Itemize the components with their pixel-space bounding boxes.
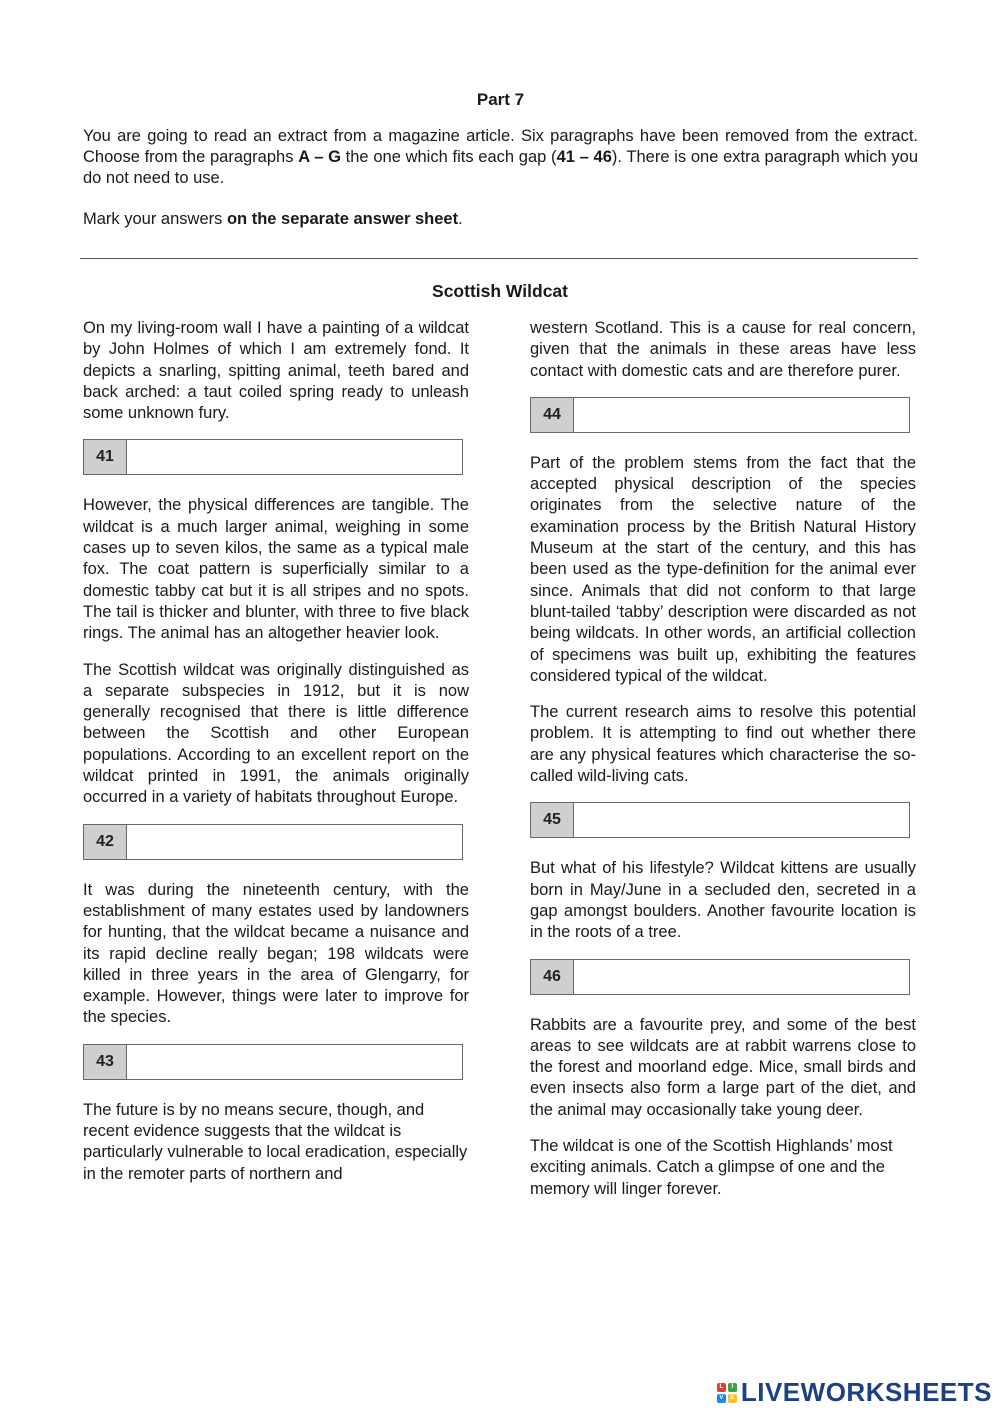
article-paragraph: It was during the nineteenth century, with the establishment of many estates used by landowners for hunting, that the wildcat became a nuisance and its rapid decline really began; 198 wildcats were killed in three years in the area of Glengarry, for example. However, things were later to improve for the species. <box>83 880 469 1027</box>
instructions <box>83 126 918 230</box>
gap-44-answer-input[interactable] <box>574 398 909 432</box>
instructions-block <box>83 90 918 230</box>
gap-45-answer-input[interactable] <box>574 803 909 837</box>
instructions-text: ). There is one extra paragraph which you do not need to use. <box>83 148 918 187</box>
gap-number: 43 <box>84 1045 127 1079</box>
gap-46-answer-input[interactable] <box>574 960 909 994</box>
article-paragraph: The current research aims to resolve this potential problem. It is attempting to find out whether there are any physical features which characterise the so-called wild-living cats. <box>530 703 916 786</box>
gap-46 <box>530 959 910 995</box>
paragraph-range: A – G <box>298 148 341 166</box>
article-paragraph: The future is by no means secure, though, and recent evidence suggests that the wildcat is particularly vulnerable to local eradication, especially in the remoter parts of northern and <box>83 1100 468 1183</box>
gap-42 <box>83 824 463 860</box>
divider <box>80 258 918 259</box>
article-paragraph: The wildcat is one of the Scottish Highlands’ most exciting animals. Catch a glimpse of one and the memory will linger forever. <box>530 1137 893 1198</box>
gap-range: 41 – 46 <box>556 148 612 166</box>
logo-tile: V <box>717 1394 726 1403</box>
instructions-text: the one which fits each gap ( <box>340 148 557 166</box>
gap-43 <box>83 1044 463 1080</box>
article-paragraph: However, the physical differences are tangible. The wildcat is a much larger animal, weighing in some cases up to seven kilos, the same as a typical male fox. The coat pattern is superficially similar to a domestic tabby cat but it is all stripes and no spots. The tail is thicker and blunter, with three to five black rings. The animal has an altogether heavier look. <box>83 496 469 643</box>
instructions-text: You are going to read an extract from a magazine article. Six paragraphs have been removed from the extract. Choose from the paragraphs <box>83 127 918 166</box>
liveworksheets-logo-icon <box>717 1383 737 1403</box>
answer-sheet-emphasis: on the separate answer sheet <box>226 210 459 228</box>
article-paragraph: On my living-room wall I have a painting of a wildcat by John Holmes of which I am extremely fond. It depicts a snarling, spitting animal, teeth bared and back arched: a taut coiled spring ready to unleash some unknown fury. <box>83 319 469 423</box>
right-column <box>530 318 916 1215</box>
gap-41 <box>83 439 463 475</box>
logo-text: LIVEWORKSHEETS <box>740 1377 992 1407</box>
gap-45 <box>530 802 910 838</box>
article-paragraph: Rabbits are a favourite prey, and some of the best areas to see wildcats are at rabbit warrens close to the forest and moorland edge. Mice, small birds and even insects also form a large part of the diet, and the animal may occasionally take young deer. <box>530 1015 916 1119</box>
logo-tile: L <box>717 1383 726 1392</box>
gap-43-answer-input[interactable] <box>127 1045 462 1079</box>
article-paragraph: But what of his lifestyle? Wildcat kittens are usually born in May/June in a secluded den, secreted in a gap amongst boulders. Another favourite location is in the roots of a tree. <box>530 859 916 942</box>
logo-tile: I <box>728 1383 737 1392</box>
logo-tile: E <box>728 1394 737 1403</box>
gap-number: 41 <box>84 440 127 474</box>
answer-sheet-note <box>83 209 918 230</box>
part-title: Part 7 <box>476 90 525 109</box>
gap-number: 42 <box>84 825 127 859</box>
liveworksheets-logo <box>717 1377 992 1408</box>
instructions-text: . <box>458 210 463 228</box>
gap-number: 45 <box>531 803 574 837</box>
gap-42-answer-input[interactable] <box>127 825 462 859</box>
article-paragraph: Part of the problem stems from the fact that the accepted physical description of the species originates from the selective nature of the examination process by the British Natural History Museum at the start of the century, and this has been used as the type-definition for the animal ever since. Animals that did not conform to that large blunt-tailed ‘tabby’ description were discarded as not being wildcats. In other words, an artificial collection of specimens was built up, exhibiting the features considered typical of the wildcat. <box>530 453 916 685</box>
gap-number: 46 <box>531 960 574 994</box>
gap-44 <box>530 397 910 433</box>
article-paragraph: western Scotland. This is a cause for real concern, given that the animals in these areas have less contact with domestic cats and are therefore purer. <box>530 319 916 380</box>
left-column <box>83 318 469 1200</box>
gap-41-answer-input[interactable] <box>127 440 462 474</box>
instructions-text: Mark your answers <box>83 210 227 228</box>
instructions-paragraph <box>83 126 918 189</box>
article-paragraph: The Scottish wildcat was originally distinguished as a separate subspecies in 1912, but it is now generally recognised that there is little difference between the Scottish and other European populations. According to an excellent report on the wildcat printed in 1991, the animals originally occurred in a variety of habitats throughout Europe. <box>83 660 469 807</box>
gap-number: 44 <box>531 398 574 432</box>
article-title: Scottish Wildcat <box>432 281 568 301</box>
